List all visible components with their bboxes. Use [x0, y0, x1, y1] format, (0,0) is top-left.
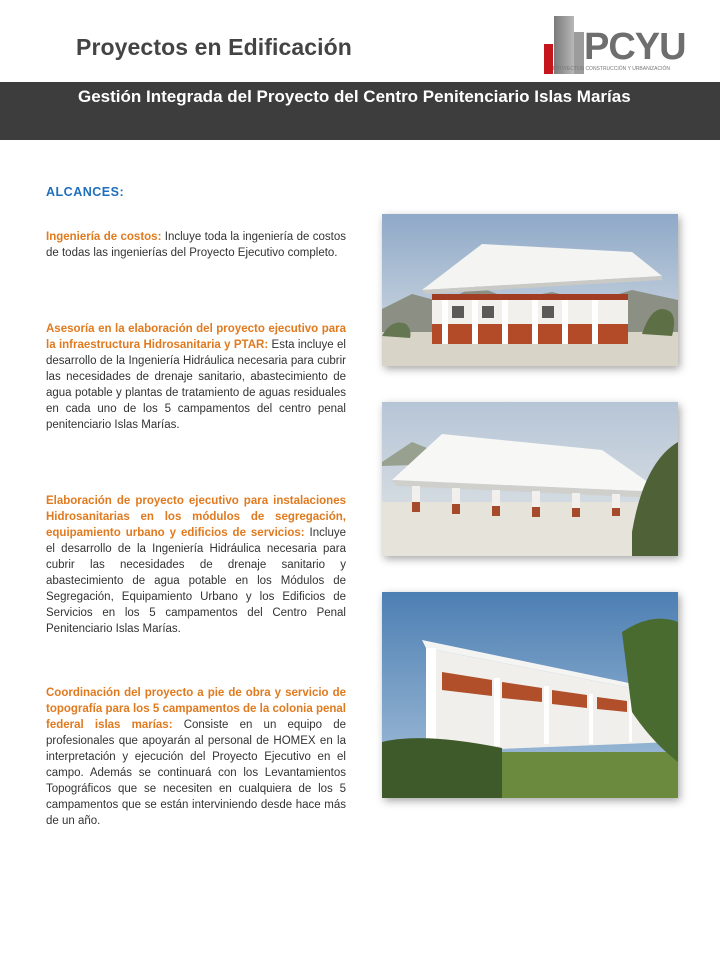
- paragraph-highlight: Asesoría en la elaboración del proyecto ejecutivo para la infraestructura Hidrosanitaria y PTAR:: [46, 323, 346, 351]
- paragraph-text: Consiste en un equipo de profesionales que apoyarán al personal de HOMEX en la interpretación y ejecución del Proyecto Ejecutivo en el campo. Además se continuará con los Levantamientos Topográficos que se necesiten en cualquiera de los 5 campamentos que se están interviniendo desde hace más de un año.: [46, 719, 346, 827]
- pcyu-logo: [540, 14, 686, 76]
- paragraph-text: Incluye el desarrollo de la Ingeniería Hidráulica necesaria para cubrir las necesidades de drenaje sanitario y abastecimiento de agua potable en los Módulos de Segregación, Equipamiento Urbano y los Edificios de Servicios en los 5 campamentos del Centro Penal Penitenciario Islas Marías.: [46, 527, 346, 635]
- paragraph-highlight: Coordinación del proyecto a pie de obra y servicio de topografía para los 5 campamentos de la colonia penal federal islas marías:: [46, 687, 346, 731]
- paragraph-costs: [46, 229, 346, 261]
- building-render-image-3: [382, 592, 678, 798]
- paragraph-highlight: Ingeniería de costos:: [46, 231, 162, 243]
- paragraph-executive-project: [46, 493, 346, 637]
- section-heading: ALCANCES:: [46, 185, 125, 199]
- paragraph-text: Incluye toda la ingeniería de costos de todas las ingenierías del Proyecto Ejecutivo completo.: [46, 231, 346, 259]
- building-render-image-1: [382, 214, 678, 366]
- page-title: Proyectos en Edificación: [76, 34, 352, 60]
- paragraph-coordination: [46, 685, 346, 829]
- banner-title: Gestión Integrada del Proyecto del Centro Penitenciario Islas Marías: [78, 87, 631, 106]
- logo-subtitle: PROYECTOS CONSTRUCCIÓN Y URBANIZACIÓN: [552, 66, 670, 72]
- logo-text: PCYU: [584, 26, 686, 68]
- building-render-image-2: [382, 402, 678, 556]
- paragraph-highlight: Elaboración de proyecto ejecutivo para instalaciones Hidrosanitarias en los módulos de segregación, equipamiento urbano y edificios de servicios:: [46, 495, 346, 539]
- paragraph-text: Esta incluye el desarrollo de la Ingeniería Hidráulica necesaria para cubrir las necesidades de drenaje sanitario, abastecimiento de agua potable y plantas de tratamiento de aguas residuales en cada uno de los 5 campamentos del centro penal penitenciario Islas Marías.: [46, 339, 346, 431]
- paragraph-hydrosanitary-advisory: [46, 321, 346, 433]
